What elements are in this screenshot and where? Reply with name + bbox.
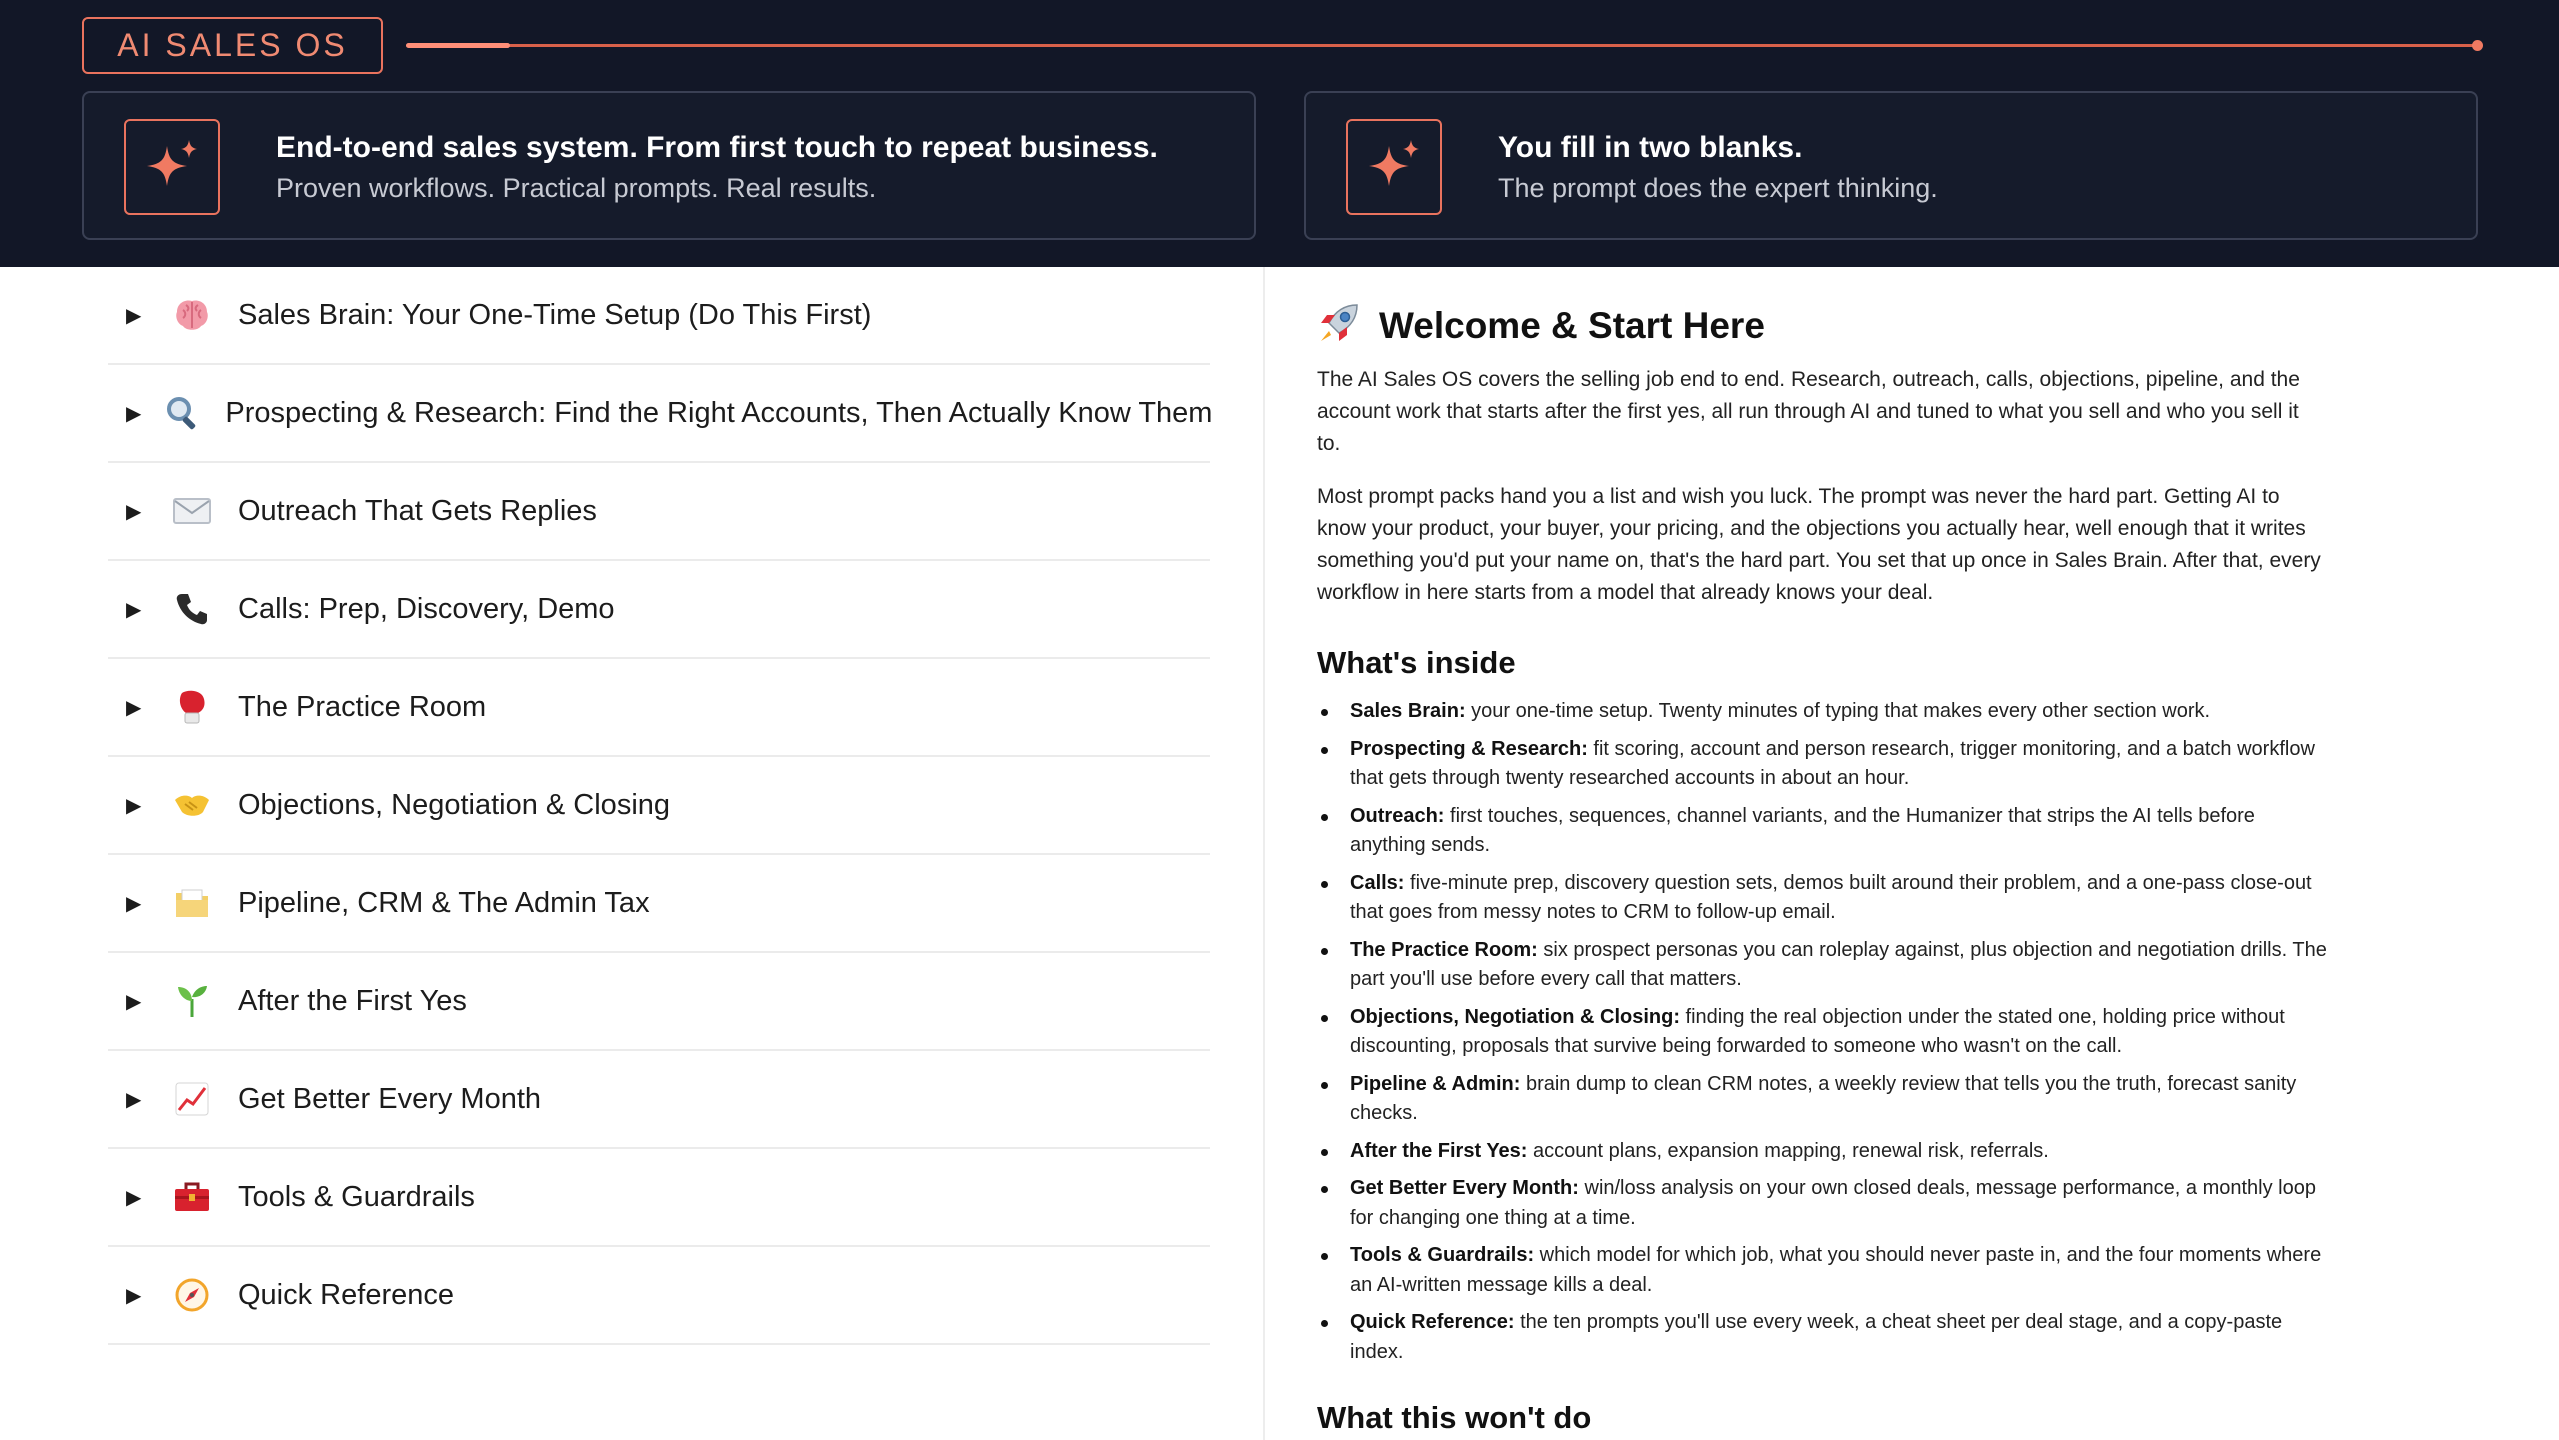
list-item-text: first touches, sequences, channel variants, and the Humanizer that strips the AI tells before anything sends. <box>1350 804 2255 856</box>
welcome-heading <box>1317 301 1765 350</box>
list-item-term: Objections, Negotiation & Closing: <box>1350 1005 1680 1028</box>
list-item-term: Get Better Every Month: <box>1350 1177 1579 1199</box>
expand-arrow-icon[interactable]: ▶ <box>126 402 142 425</box>
list-item-text: six prospect personas you can roleplay against, plus objection and negotiation drills. The part you'll use before every call that matters. <box>1350 938 2327 990</box>
list-item-text: fit scoring, account and person research, trigger monitoring, and a batch workflow that gets through twenty researched accounts in about an hour. <box>1350 737 2315 789</box>
list-item-term: The Practice Room: <box>1350 938 1538 961</box>
list-item-text: account plans, expansion mapping, renewal risk, referrals. <box>1527 1139 2049 1162</box>
handshake-icon <box>170 783 214 827</box>
toc-item-label: Tools & Guardrails <box>238 1180 475 1213</box>
card-title: End-to-end sales system. From first touch to repeat business. <box>276 131 1158 164</box>
folder-icon <box>170 881 214 925</box>
toc-item-label: Pipeline, CRM & The Admin Tax <box>238 886 650 919</box>
rocket-icon <box>1317 301 1361 350</box>
section-heading-wont: What this won't do <box>1317 1400 1592 1435</box>
inside-list <box>1317 697 2327 1375</box>
list-item-text: which model for which job, what you should never paste in, and the four moments where an AI-written message kills a deal. <box>1350 1244 2322 1296</box>
toc-item-label: Quick Reference <box>238 1278 454 1311</box>
brand-badge[interactable]: AI SALES OS <box>82 17 383 74</box>
feature-card-blanks <box>1304 91 2478 240</box>
list-item <box>1317 1241 2327 1300</box>
chart-up-icon <box>170 1077 214 1121</box>
list-item-text: brain dump to clean CRM notes, a weekly review that tells you the truth, forecast sanity checks. <box>1350 1072 2297 1124</box>
list-item-text: the ten prompts you'll use every week, a cheat sheet per deal stage, and a copy-paste index. <box>1350 1311 2283 1363</box>
toc-item-practice-room[interactable] <box>108 659 1210 757</box>
card-subtitle: The prompt does the expert thinking. <box>1498 173 1938 203</box>
progress-bar <box>406 44 2479 47</box>
toc-item-objections[interactable] <box>108 757 1210 855</box>
expand-arrow-icon[interactable]: ▶ <box>126 598 142 621</box>
toc-item-label: Calls: Prep, Discovery, Demo <box>238 592 615 625</box>
list-item <box>1317 697 2327 727</box>
feature-card-system <box>82 91 1256 240</box>
list-item-text: finding the real objection under the stated one, holding price without discounting, proposals that survive being forwarded to someone who wasn't on the call. <box>1350 1005 2285 1057</box>
toc-item-after-yes[interactable] <box>108 953 1210 1051</box>
list-item <box>1317 1174 2327 1233</box>
seedling-icon <box>170 979 214 1023</box>
toc-item-label: Prospecting & Research: Find the Right Accounts, Then Actually Know Them <box>225 396 1213 429</box>
list-item <box>1317 936 2327 995</box>
list-item <box>1317 1308 2327 1367</box>
expand-arrow-icon[interactable]: ▶ <box>126 500 142 523</box>
list-item-term: After the First Yes: <box>1350 1139 1528 1162</box>
list-item-text: win/loss analysis on your own closed deals, message performance, a monthly loop for changing one thing at a time. <box>1350 1177 2316 1229</box>
list-item-term: Quick Reference: <box>1350 1311 1515 1333</box>
intro-paragraph-2: Most prompt packs hand you a list and wish you luck. The prompt was never the hard part. Getting AI to know your product, your buyer, your pricing, and the objections you actually hear, well enough that it writes something you'd put your name on, that's the hard part. You set that up once in Sales Brain. After that, every workflow in here starts from a model that already knows your deal. <box>1317 485 2321 604</box>
list-item <box>1317 735 2327 794</box>
intro-paragraph: The AI Sales OS covers the selling job end to end. Research, outreach, calls, objections, pipeline, and the account work that starts after the first yes, all run through AI and tuned to what you sell and who you sell it to. <box>1317 368 2300 455</box>
expand-arrow-icon[interactable]: ▶ <box>126 794 142 817</box>
toc-item-sales-brain[interactable] <box>108 267 1210 365</box>
toc-item-quick-reference[interactable] <box>108 1247 1210 1345</box>
expand-arrow-icon[interactable]: ▶ <box>126 304 142 327</box>
toc-item-outreach[interactable] <box>108 463 1210 561</box>
list-item-term: Sales Brain: <box>1350 700 1466 722</box>
section-heading-inside: What's inside <box>1317 645 1516 680</box>
list-item <box>1317 802 2327 861</box>
toc-item-tools[interactable] <box>108 1149 1210 1247</box>
expand-arrow-icon[interactable]: ▶ <box>126 892 142 915</box>
list-item-term: Prospecting & Research: <box>1350 737 1588 760</box>
toc-item-calls[interactable] <box>108 561 1210 659</box>
toc-item-pipeline[interactable] <box>108 855 1210 953</box>
toc-item-label: Sales Brain: Your One-Time Setup (Do This First) <box>238 298 872 331</box>
list-item-term: Tools & Guardrails: <box>1350 1244 1535 1266</box>
toc-item-label: Outreach That Gets Replies <box>238 494 597 527</box>
list-item <box>1317 869 2327 928</box>
header-bar <box>0 0 2559 267</box>
list-item-term: Outreach: <box>1350 804 1445 827</box>
toc-item-get-better[interactable] <box>108 1051 1210 1149</box>
sparkle-icon <box>124 119 220 215</box>
expand-arrow-icon[interactable]: ▶ <box>126 696 142 719</box>
toc-item-label: Objections, Negotiation & Closing <box>238 788 671 821</box>
progress-fill <box>406 43 510 48</box>
expand-arrow-icon[interactable]: ▶ <box>126 1284 142 1307</box>
toolbox-icon <box>170 1175 214 1219</box>
card-title: You fill in two blanks. <box>1498 131 1803 164</box>
toc-list <box>0 267 1263 1440</box>
list-item <box>1317 1137 2327 1167</box>
toc-item-label: After the First Yes <box>238 984 467 1017</box>
toc-item-label: Get Better Every Month <box>238 1082 542 1115</box>
expand-arrow-icon[interactable]: ▶ <box>126 990 142 1013</box>
column-divider <box>1263 267 1265 1440</box>
envelope-icon <box>170 489 214 533</box>
expand-arrow-icon[interactable]: ▶ <box>126 1186 142 1209</box>
toc-item-prospecting[interactable] <box>108 365 1213 463</box>
list-item-term: Calls: <box>1350 871 1405 894</box>
page-title: Welcome & Start Here <box>1379 304 1765 346</box>
compass-icon <box>170 1273 214 1317</box>
progress-end-dot <box>2472 40 2483 51</box>
expand-arrow-icon[interactable]: ▶ <box>126 1088 142 1111</box>
list-item <box>1317 1003 2327 1062</box>
list-item-text: your one-time setup. Twenty minutes of typing that makes every other section work. <box>1465 700 2211 722</box>
boxing-glove-icon <box>170 685 214 729</box>
card-subtitle: Proven workflows. Practical prompts. Real results. <box>276 173 877 203</box>
list-item-term: Pipeline & Admin: <box>1350 1072 1521 1095</box>
brain-icon <box>170 293 214 337</box>
toc-item-label: The Practice Room <box>238 690 487 723</box>
list-item <box>1317 1070 2327 1129</box>
list-item-text: five-minute prep, discovery question sets, demos built around their problem, and a one-pass close-out that goes from messy notes to CRM to follow-up email. <box>1350 871 2312 923</box>
phone-icon <box>170 587 214 631</box>
sparkle-icon <box>1346 119 1442 215</box>
magnifier-icon <box>165 391 201 435</box>
